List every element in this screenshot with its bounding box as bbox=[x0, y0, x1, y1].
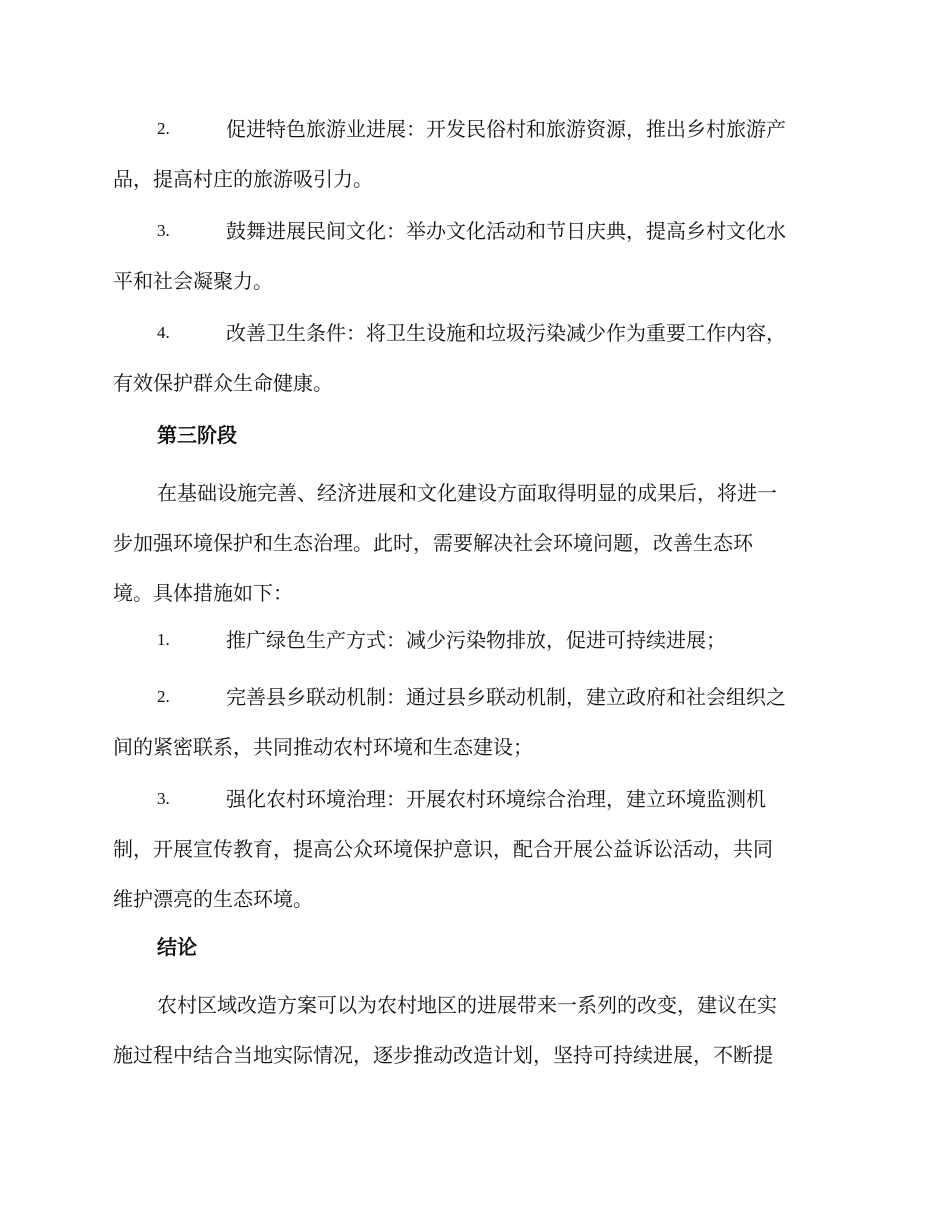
section-heading: 第三阶段 bbox=[157, 423, 237, 447]
paragraph-line: 施过程中结合当地实际情况，逐步推动改造计划，坚持可持续进展，不断提 bbox=[113, 1043, 773, 1067]
list-number: 4. bbox=[157, 323, 170, 342]
paragraph-line: 境。具体措施如下： bbox=[113, 581, 293, 605]
list-item bbox=[113, 672, 833, 772]
list-item-line: 完善县乡联动机制：通过县乡联动机制，建立政府和社会组织之 bbox=[226, 685, 786, 709]
list-item-line: 间的紧密联系，共同推动农村环境和生态建设； bbox=[113, 735, 533, 759]
list-item-line: 促进特色旅游业进展：开发民俗村和旅游资源，推出乡村旅游产 bbox=[226, 117, 786, 141]
list-item bbox=[113, 206, 833, 306]
list-item-line: 品，提高村庄的旅游吸引力。 bbox=[113, 167, 373, 191]
list-number: 3. bbox=[157, 789, 170, 808]
paragraph-line: 农村区域改造方案可以为农村地区的进展带来一系列的改变，建议在实 bbox=[157, 993, 777, 1017]
list-number: 1. bbox=[157, 630, 170, 649]
paragraph bbox=[113, 980, 833, 1080]
list-number: 2. bbox=[157, 687, 170, 706]
list-item-line: 平和社会凝聚力。 bbox=[113, 269, 273, 293]
list-item-line: 维护漂亮的生态环境。 bbox=[113, 887, 313, 911]
list-item bbox=[113, 308, 833, 408]
list-number: 3. bbox=[157, 221, 170, 240]
paragraph bbox=[113, 468, 833, 618]
list-item bbox=[113, 104, 833, 204]
section-heading: 结论 bbox=[157, 935, 197, 959]
paragraph-line: 步加强环境保护和生态治理。此时，需要解决社会环境问题，改善生态环 bbox=[113, 531, 753, 555]
list-item-line: 推广绿色生产方式：减少污染物排放，促进可持续进展； bbox=[226, 628, 726, 652]
list-item bbox=[113, 615, 833, 665]
list-item bbox=[113, 774, 833, 924]
list-item-line: 制，开展宣传教育，提高公众环境保护意识，配合开展公益诉讼活动，共同 bbox=[113, 837, 773, 861]
list-number: 2. bbox=[157, 119, 170, 138]
paragraph-line: 在基础设施完善、经济进展和文化建设方面取得明显的成果后，将进一 bbox=[157, 481, 777, 505]
list-item-line: 改善卫生条件：将卫生设施和垃圾污染减少作为重要工作内容， bbox=[226, 321, 786, 345]
list-item-line: 鼓舞进展民间文化：举办文化活动和节日庆典，提高乡村文化水 bbox=[226, 219, 786, 243]
list-item-line: 有效保护群众生命健康。 bbox=[113, 371, 333, 395]
list-item-line: 强化农村环境治理：开展农村环境综合治理，建立环境监测机 bbox=[226, 787, 766, 811]
